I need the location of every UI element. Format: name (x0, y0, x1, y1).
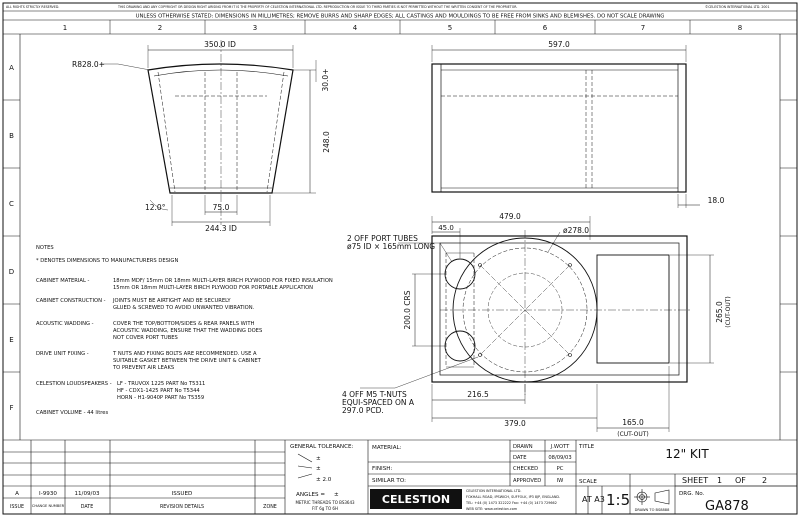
notes-title: NOTES (36, 245, 54, 251)
plan-tnuts-3: 297.0 PCD. (342, 406, 384, 415)
plan-tnuts-1: 4 OFF M5 T-NUTS (342, 390, 407, 399)
side-view (432, 45, 700, 208)
rev-details: ISSUED (171, 491, 193, 497)
sheet-label: SHEET (682, 476, 709, 485)
plan-bottom: 379.0 (504, 419, 526, 428)
projection-symbol (634, 489, 669, 505)
of-value: 2 (762, 476, 768, 485)
checked-label: CHECKED (513, 466, 539, 472)
drawn-label: DRAWN (513, 444, 533, 450)
front-dim-top: 30.0+ (321, 68, 330, 92)
plan-height: 265.0 (715, 301, 724, 323)
row-label-e: E (9, 336, 14, 344)
rev-header-change: CHANGE NUMBER (31, 504, 65, 508)
plan-driver-dia: ø278.0 (563, 226, 590, 235)
celestion-logo-text: CELESTION (381, 493, 451, 506)
approved-label: APPROVED (513, 478, 542, 484)
finish-label: FINISH: (372, 466, 393, 472)
note-4-line-3: TO PREVENT AIR LEAKS (113, 365, 175, 371)
of-label: OF (735, 476, 746, 485)
note-1-label: CABINET MATERIAL - (36, 278, 90, 284)
col-label-5: 5 (447, 24, 453, 32)
sheet-size: AT A3 (582, 495, 605, 504)
rev-header-details: REVISION DETAILS (159, 505, 205, 510)
front-bottom-width: 244.3 ID (205, 224, 237, 233)
header-copyright: THIS DRAWING AND ANY COPYRIGHT OR DESIGN RIGHT ARISING FROM IT IS THE PROPERTY OF CELESTION INTERNATIONAL LTD. REPRODUCTION OR ISSUE TO THIRD PARTIES IS NOT PERMITTED WITHOUT THE WRITTEN CONSENT OF THE PROPRIETOR. (118, 5, 518, 9)
note-6-label: CABINET VOLUME - 44 litres (36, 410, 109, 416)
header-left-note: ALL RIGHTS STRICTLY RESERVED. (6, 5, 60, 9)
company-line-4: WEB SITE: www.celestion.com (466, 507, 518, 511)
projection-note: DRAWN TO BS8888 (634, 508, 670, 512)
note-2-label: CABINET CONSTRUCTION - (36, 298, 106, 304)
row-label-c: C (9, 200, 14, 208)
col-label-6: 6 (542, 24, 548, 32)
note-5-line-2: HF - CDX1-1425 PART No T5344 (117, 388, 200, 394)
col-label-3: 3 (252, 24, 258, 32)
row-label-d: D (8, 268, 15, 276)
note-4-line-2: SUITABLE GASKET BETWEEN THE DRIVE UNIT & CABINET (113, 358, 261, 364)
similar-label: SIMILAR TO: (372, 478, 407, 484)
note-1-line-1: 18mm MDF/ 15mm OR 18mm MULTI-LAYER BIRCH PLYWOOD FOR FIXED INSULATION (113, 278, 333, 284)
col-label-7: 7 (640, 24, 646, 32)
col-label-1: 1 (62, 24, 68, 32)
thread-fit: FIT 6g TO 6H (312, 506, 338, 511)
col-label-4: 4 (352, 24, 358, 32)
front-height: 248.0 (322, 131, 331, 153)
note-3-label: ACOUSTIC WADDING - (36, 321, 94, 327)
plan-width: 479.0 (499, 212, 521, 221)
side-right: 18.0 (707, 196, 725, 205)
sheet-value: 1 (717, 476, 723, 485)
tol-label: GENERAL TOLERANCE: (290, 444, 354, 450)
plan-port-label-2: ø75 ID × 165mm LONG (347, 242, 436, 251)
angles-tol: ± (334, 492, 339, 498)
front-radius: R828.0+ (72, 60, 105, 69)
tol-1: ± (316, 456, 321, 462)
company-line-1: CELESTION INTERNATIONAL LTD. (466, 489, 522, 493)
rev-issue: A (15, 491, 19, 497)
note-5-line-1: LF - TRUVOX 1225 PART No T5311 (117, 381, 206, 387)
company-line-2: FOXHALL ROAD, IPSWICH, SUFFOLK, IP3 8JP, ENGLAND. (466, 495, 561, 499)
note-3-line-2: ACOUSTIC WADDING, ENSURE THAT THE WADDING DOES (113, 328, 263, 334)
approved-value: IW (556, 478, 564, 484)
col-label-8: 8 (737, 24, 743, 32)
tol-2: ± (316, 466, 321, 472)
plan-tnuts-2: EQUI-SPACED ON A (342, 398, 415, 407)
material-label: MATERIAL: (372, 445, 402, 451)
side-width: 597.0 (548, 40, 570, 49)
header-right-note: ©CELESTION INTERNATIONAL LTD. 2001 (705, 5, 770, 9)
front-inner: 75.0 (212, 203, 230, 212)
date-value: 08/09/03 (548, 455, 572, 461)
note-3-line-3: NOT COVER PORT TUBES (113, 335, 178, 341)
scale-label: SCALE (579, 479, 597, 485)
plan-cutout-width-label: (CUT-OUT) (617, 431, 649, 438)
note-5-label: CELESTION LOUDSPEAKERS - (36, 381, 112, 387)
row-label-a: A (9, 64, 14, 72)
note-0-label: * DENOTES DIMENSIONS TO MANUFACTURERS DESIGN (36, 258, 179, 264)
note-4-label: DRIVE UNIT FIXING - (36, 351, 89, 357)
rev-date: 11/09/03 (74, 491, 100, 497)
rev-header-date: DATE (80, 505, 94, 510)
drg-value: GA878 (705, 499, 749, 514)
front-top-width: 350.0 ID (204, 40, 236, 49)
row-label-b: B (9, 132, 14, 140)
note-4-line-1: T NUTS AND FIXING BOLTS ARE RECOMMENDED. USE A (113, 351, 257, 357)
col-label-2: 2 (157, 24, 163, 32)
rev-change-number: I-9930 (39, 491, 57, 497)
scale-value: 1:5 (606, 491, 631, 509)
plan-cutout-width: 165.0 (622, 418, 644, 427)
row-label-f: F (9, 404, 14, 412)
general-note: UNLESS OTHERWISE STATED: DIMENSIONS IN MILLIMETRES; REMOVE BURRS AND SHARP EDGES; ALL CASTINGS AND MOULDINGS TO BE FREE FROM SINKS AND BLEMISHES. DO NOT SCALE DRAWING (135, 13, 665, 20)
metric-threads: METRIC THREADS TO BS3643 (295, 500, 355, 505)
front-angle: 12.0° (145, 203, 166, 212)
note-1-line-2: 15mm OR 18mm MULTI-LAYER BIRCH PLYWOOD FOR PORTABLE APPLICATION (113, 285, 314, 291)
company-line-3: TEL: +44 (0) 1473 322222 Fax: +44 (0) 1473 729662 (466, 501, 557, 505)
rev-header-zone: ZONE (263, 505, 277, 510)
rev-header-issue: ISSUE (9, 505, 25, 510)
plan-height-cutout: (CUT-OUT) (725, 296, 732, 328)
note-2-line-2: GLUED & SCREWED TO AVOID UNWANTED VIBRATION. (113, 305, 255, 311)
title-label: TITLE (579, 444, 595, 450)
title-value: 12" KIT (665, 447, 709, 461)
tolerance-marks (298, 454, 312, 478)
date-label: DATE (513, 455, 527, 461)
note-2-line-1: JOINTS MUST BE AIRTIGHT AND BE SECURELY (113, 298, 231, 304)
note-5-line-3: HORN - H1-9040P PART No T5359 (117, 395, 205, 401)
drawn-value: J.WOTT (550, 444, 570, 450)
front-view (100, 40, 316, 226)
note-3-line-1: COVER THE TOP/BOTTOM/SIDES & REAR PANELS WITH (113, 321, 255, 327)
drg-label: DRG. No. (679, 491, 705, 497)
plan-left-offset: 45.0 (438, 224, 454, 232)
column-grid (110, 20, 690, 34)
plan-port-label-1: 2 OFF PORT TUBES (347, 234, 418, 243)
angles-label: ANGLES = (296, 492, 326, 498)
tol-3: ± 2.0 (316, 477, 332, 483)
notes (36, 245, 333, 416)
checked-value: PC (556, 466, 564, 472)
plan-offset: 216.5 (467, 390, 489, 399)
plan-port-spacing: 200.0 CRS (403, 290, 412, 330)
